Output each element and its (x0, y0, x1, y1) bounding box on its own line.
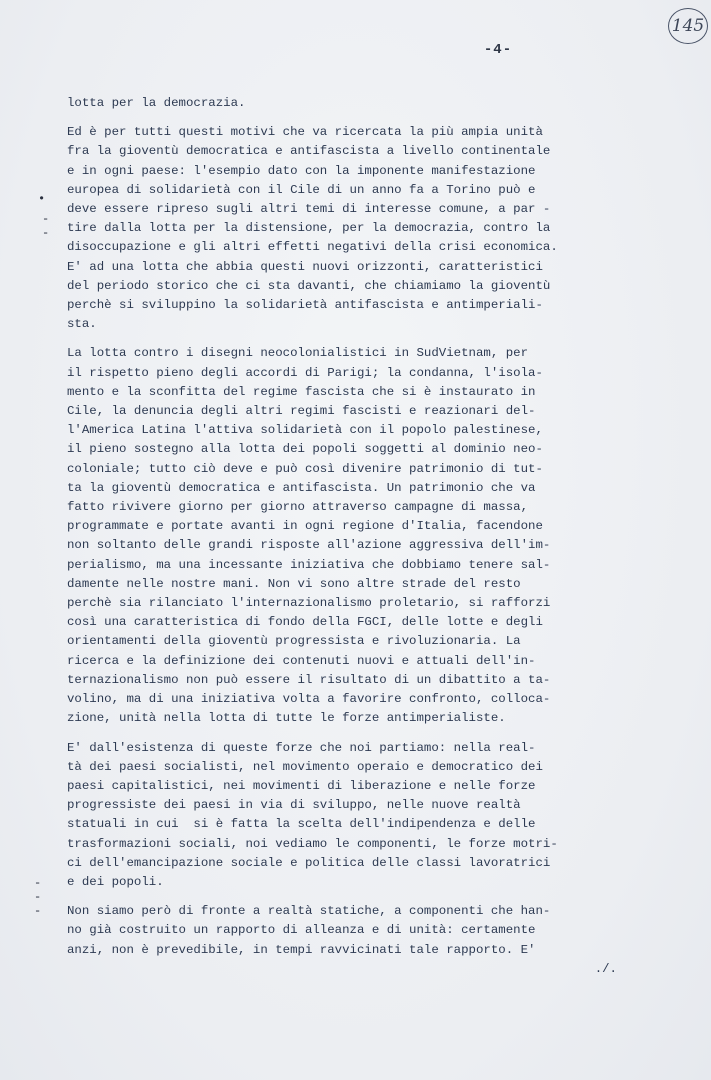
text-line: zione, unità nella lotta di tutte le forze antimperialiste. (67, 711, 506, 726)
text-line: coloniale; tutto ciò deve e può così divenire patrimonio di tut- (67, 461, 543, 476)
text-line: Ed è per tutti questi motivi che va ricercata la più ampia unità (67, 125, 543, 140)
text-line: La lotta contro i disegni neocolonialistici in SudVietnam, per (67, 346, 529, 361)
text-line: non soltanto delle grandi risposte all'azione aggressiva dell'im- (67, 538, 551, 553)
text-line: disoccupazione e gli altri effetti negativi della crisi economica. (67, 240, 558, 255)
text-line: ricerca e la definizione dei contenuti nuovi e attuali dell'in- (67, 653, 536, 668)
text-line: e dei popoli. (67, 874, 164, 889)
continuation-mark: ./. (594, 961, 617, 976)
margin-dot: • (38, 192, 46, 206)
archive-page-stamp: 145 (668, 8, 708, 44)
text-line: no già costruito un rapporto di alleanza e di unità: certamente (67, 923, 536, 938)
text-line: progressiste dei paesi in via di sviluppo, nelle nuove realtà (67, 798, 521, 813)
text-line: programmate e portate avanti in ogni regione d'Italia, facendone (67, 519, 543, 534)
margin-dash: - (34, 890, 42, 904)
text-line: orientamenti della gioventù progressista e rivoluzionaria. La (67, 634, 521, 649)
margin-dash: - (34, 876, 42, 890)
text-line: paesi capitalistici, nei movimenti di liberazione e nelle forze (67, 778, 536, 793)
text-line: E' ad una lotta che abbia questi nuovi orizzonti, caratteristici (67, 259, 543, 274)
body-text (67, 94, 627, 989)
paragraph (67, 739, 627, 893)
text-line: perchè si sviluppino la solidarietà antifascista e antimperiali- (67, 298, 543, 313)
text-line: perchè sia rilanciato l'internazionalismo proletario, si rafforzi (67, 596, 551, 611)
text-line: ternazionalismo non può essere il risultato di un dibattito a ta- (67, 672, 551, 687)
text-line: europea di solidarietà con il Cile di un anno fa a Torino può e (67, 182, 536, 197)
text-line: così una caratteristica di fondo della FGCI, delle lotte e degli (67, 615, 543, 630)
text-line: tà dei paesi socialisti, nel movimento operaio e democratico dei (67, 759, 543, 774)
text-line: trasformazioni sociali, noi vediamo le componenti, le forze motri- (67, 836, 558, 851)
paragraph (67, 344, 627, 728)
text-line: damente nelle nostre mani. Non vi sono altre strade del resto (67, 576, 521, 591)
text-line: perialismo, ma una incessante iniziativa che dobbiamo tenere sal- (67, 557, 551, 572)
text-line: fatto rivivere giorno per giorno attraverso campagne di massa, (67, 500, 529, 515)
text-line: del periodo storico che ci sta davanti, che chiamiamo la gioventù (67, 278, 551, 293)
text-line: Non siamo però di fronte a realtà statiche, a componenti che han- (67, 904, 551, 919)
text-line: ci dell'emancipazione sociale e politica delle classi lavoratrici (67, 855, 551, 870)
text-line: e in ogni paese: l'esempio dato con la imponente manifestazione (67, 163, 536, 178)
text-line: l'America Latina l'attiva solidarietà con il popolo palestinese, (67, 423, 543, 438)
text-line: volino, ma di una iniziativa volta a favorire confronto, colloca- (67, 692, 551, 707)
text-line: il pieno sostegno alla lotta dei popoli soggetti al dominio neo- (67, 442, 543, 457)
text-line: il rispetto pieno degli accordi di Parigi; la condanna, l'isola- (67, 365, 543, 380)
text-line: ta la gioventù democratica e antifascista. Un patrimonio che va (67, 480, 536, 495)
paragraph (67, 94, 627, 113)
margin-dash: - (42, 212, 50, 226)
text-line: anzi, non è prevedibile, in tempi ravvicinati tale rapporto. E' (67, 942, 536, 957)
text-line: lotta per la democrazia. (67, 96, 246, 110)
page-number: -4- (483, 42, 513, 58)
text-line: statuali in cui si è fatta la scelta dell'indipendenza e delle (67, 817, 536, 832)
text-line: sta. (67, 317, 97, 332)
text-line: E' dall'esistenza di queste forze che noi partiamo: nella real- (67, 740, 536, 755)
margin-dash: - (34, 904, 42, 918)
text-line: tire dalla lotta per la distensione, per la democrazia, contro la (67, 221, 551, 236)
text-line: fra la gioventù democratica e antifascista a livello continentale (67, 144, 551, 159)
text-line: mento e la sconfitta del regime fascista che si è instaurato in (67, 384, 536, 399)
paragraph (67, 902, 627, 960)
text-line: deve essere ripreso sugli altri temi di interesse comune, a par - (67, 202, 551, 217)
paragraph (67, 123, 627, 334)
margin-dash: - (42, 226, 50, 240)
text-line: Cile, la denuncia degli altri regimi fascisti e reazionari del- (67, 404, 536, 419)
